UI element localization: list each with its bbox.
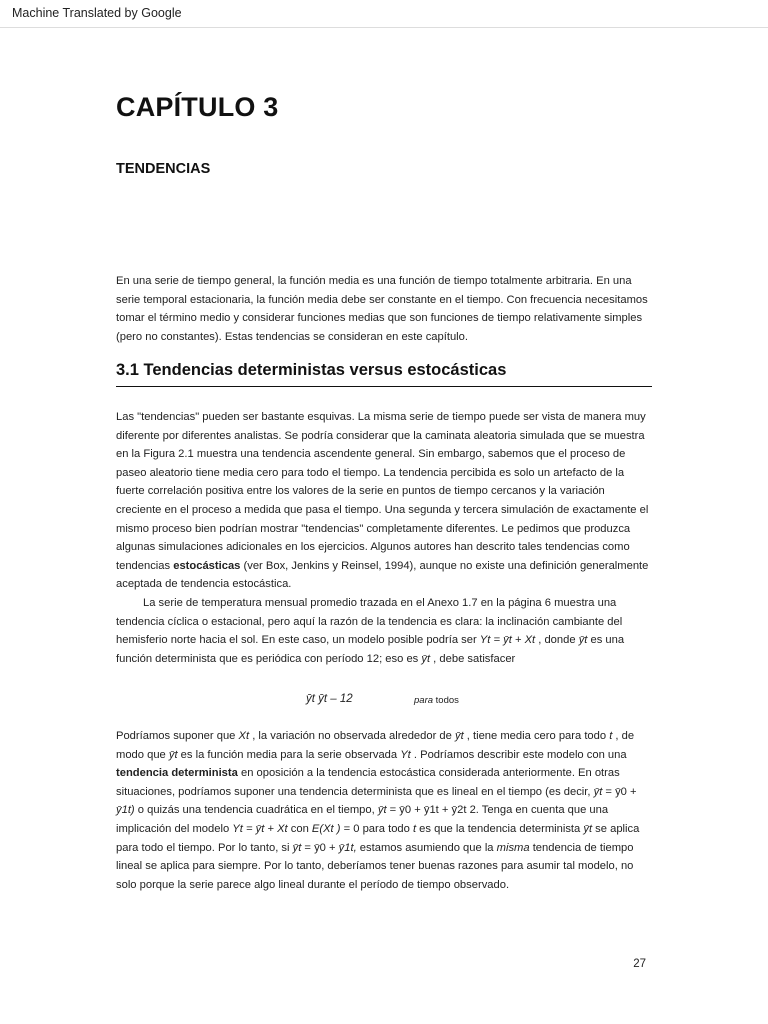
paragraph-deterministic xyxy=(116,727,652,894)
page-number: 27 xyxy=(633,958,646,970)
indented-paragraph xyxy=(116,594,652,668)
text-run: = 0 para todo xyxy=(340,822,413,835)
math-term: Yt = ӯt + Xt xyxy=(232,822,288,835)
formula-equation xyxy=(306,693,353,705)
text-run: con xyxy=(287,822,312,835)
math-term: ӯt xyxy=(421,652,431,665)
text-run: (ver Box, Jenkins y Reinsel, 1994), aunque no existe una definición generalmente aceptada de tendencia estocástica. xyxy=(116,559,649,591)
chapter-title: CAPÍTULO 3 xyxy=(116,92,279,122)
math-term: t xyxy=(609,730,613,742)
text-run: , donde xyxy=(535,634,579,647)
translation-banner xyxy=(0,0,768,28)
bold-term: tendencia determinista xyxy=(116,767,238,780)
text-run: , tiene media cero para todo xyxy=(463,730,610,742)
math-term: E(Xt ) xyxy=(311,822,341,835)
math-term: Yt xyxy=(400,748,411,761)
math-term: ӯt xyxy=(578,634,588,647)
math-term: ӯt xyxy=(593,785,603,798)
bold-term: estocásticas xyxy=(173,559,241,572)
math-term: ӯt xyxy=(377,804,387,817)
math-term: misma xyxy=(496,841,530,854)
text-run: La serie de temperatura mensual promedio trazada en el Anexo 1.7 en la página 6 muestra una tendencia cíclica o estacional, pero aquí la razón de la tendencia es clara: la inclinación cambiante del hemisferio norte hacia el sol. En este caso, un modelo posible podría ser xyxy=(116,596,623,647)
math-term: ӯt xyxy=(292,841,302,854)
math-term: ӯt xyxy=(454,730,464,742)
math-term: ӯ1t, xyxy=(338,841,357,854)
math-term: Yt = ӯt + Xt xyxy=(479,634,536,647)
text-run: en oposición a la tendencia estocástica considerada anteriormente. En otras situaciones, podríamos suponer una tendencia determinista que es lineal en el tiempo (es decir, xyxy=(116,767,620,798)
math-term: Xt xyxy=(238,730,250,742)
text-run: , la variación no observada alrededor de xyxy=(249,730,455,742)
text-run: Podríamos suponer que xyxy=(116,730,239,742)
formula-text: ӯt ӯt – 12 xyxy=(306,693,353,705)
text-run: estamos asumiendo que la xyxy=(356,841,497,854)
math-term: ӯt xyxy=(583,822,593,835)
banner-text: Machine Translated by Google xyxy=(12,6,182,20)
math-term: ӯt xyxy=(168,748,178,761)
text-run: se aplica para todo el tiempo. Por lo tanto, si xyxy=(116,822,640,854)
text-run: = ӯ0 + xyxy=(301,841,339,854)
text-run: , de modo que xyxy=(116,730,635,761)
formula-note-text: todos xyxy=(433,695,459,706)
text-run: es una función determinista que es periódica con período 12; eso es xyxy=(116,634,625,665)
text-run: = ӯ0 + ӯ1t + ӯ2t 2. Tenga en cuenta que una implicación del modelo xyxy=(116,804,609,835)
text-run: Las "tendencias" pueden ser bastante esquivas. La misma serie de tiempo puede ser vista de manera muy diferente por diferentes analistas. Se podría considerar que la caminata aleatoria simulada que se muestra en la Figura 2.1 muestra una tendencia ascendente general. Sin embargo, sabemos que el proceso de paseo aleatorio tiene media cero para todo el tiempo. La tendencia percibida es solo un artefacto de la fuerte correlación positiva entre los valores de la serie en puntos de tiempo cercanos y la variación creciente en el proceso a medida que pasa el tiempo. Una segunda y tercera simulación de exactamente el mismo proceso bien podrían mostrar "tendencias" completamente diferentes. Le pedimos que produzca algunas simulaciones adicionales en los ejercicios. Algunos autores han descrito tales tendencias como tendencias xyxy=(116,411,649,572)
paragraph-trends xyxy=(116,408,652,668)
text-run: . Podríamos describir este modelo con una xyxy=(410,748,627,761)
intro-paragraph: En una serie de tiempo general, la función media es una función de tiempo totalmente arbitraria. En una serie temporal estacionaria, la función media debe ser constante en el tiempo. Con frecuencia necesitamos tomar el término medio y considerar funciones medias que son funciones de tiempo relativamente simples (pero no constantes). Estas tendencias se consideran en este capítulo. xyxy=(116,275,648,343)
text-run: = ӯ0 + xyxy=(602,785,637,798)
text-run: es que la tendencia determinista xyxy=(416,822,584,835)
text-run: , debe satisfacer xyxy=(430,652,516,665)
section-heading: 3.1 Tendencias deterministas versus estocásticas xyxy=(116,361,652,387)
text-run: tendencia de tiempo lineal se aplica para siempre. Por lo tanto, deberíamos tener buenas razones para asumir tal modelo, no solo porque la serie parece algo lineal durante el período de tiempo observado. xyxy=(116,841,634,891)
text-run: o quizás una tendencia cuadrática en el tiempo, xyxy=(134,804,378,817)
math-term: ӯ1t) xyxy=(116,804,135,817)
chapter-subtitle: TENDENCIAS xyxy=(116,161,211,177)
text-run: es la función media para la serie observada xyxy=(177,748,401,761)
math-term: t xyxy=(412,822,417,835)
formula-note-italic: para xyxy=(414,695,434,706)
formula-note xyxy=(414,695,459,706)
